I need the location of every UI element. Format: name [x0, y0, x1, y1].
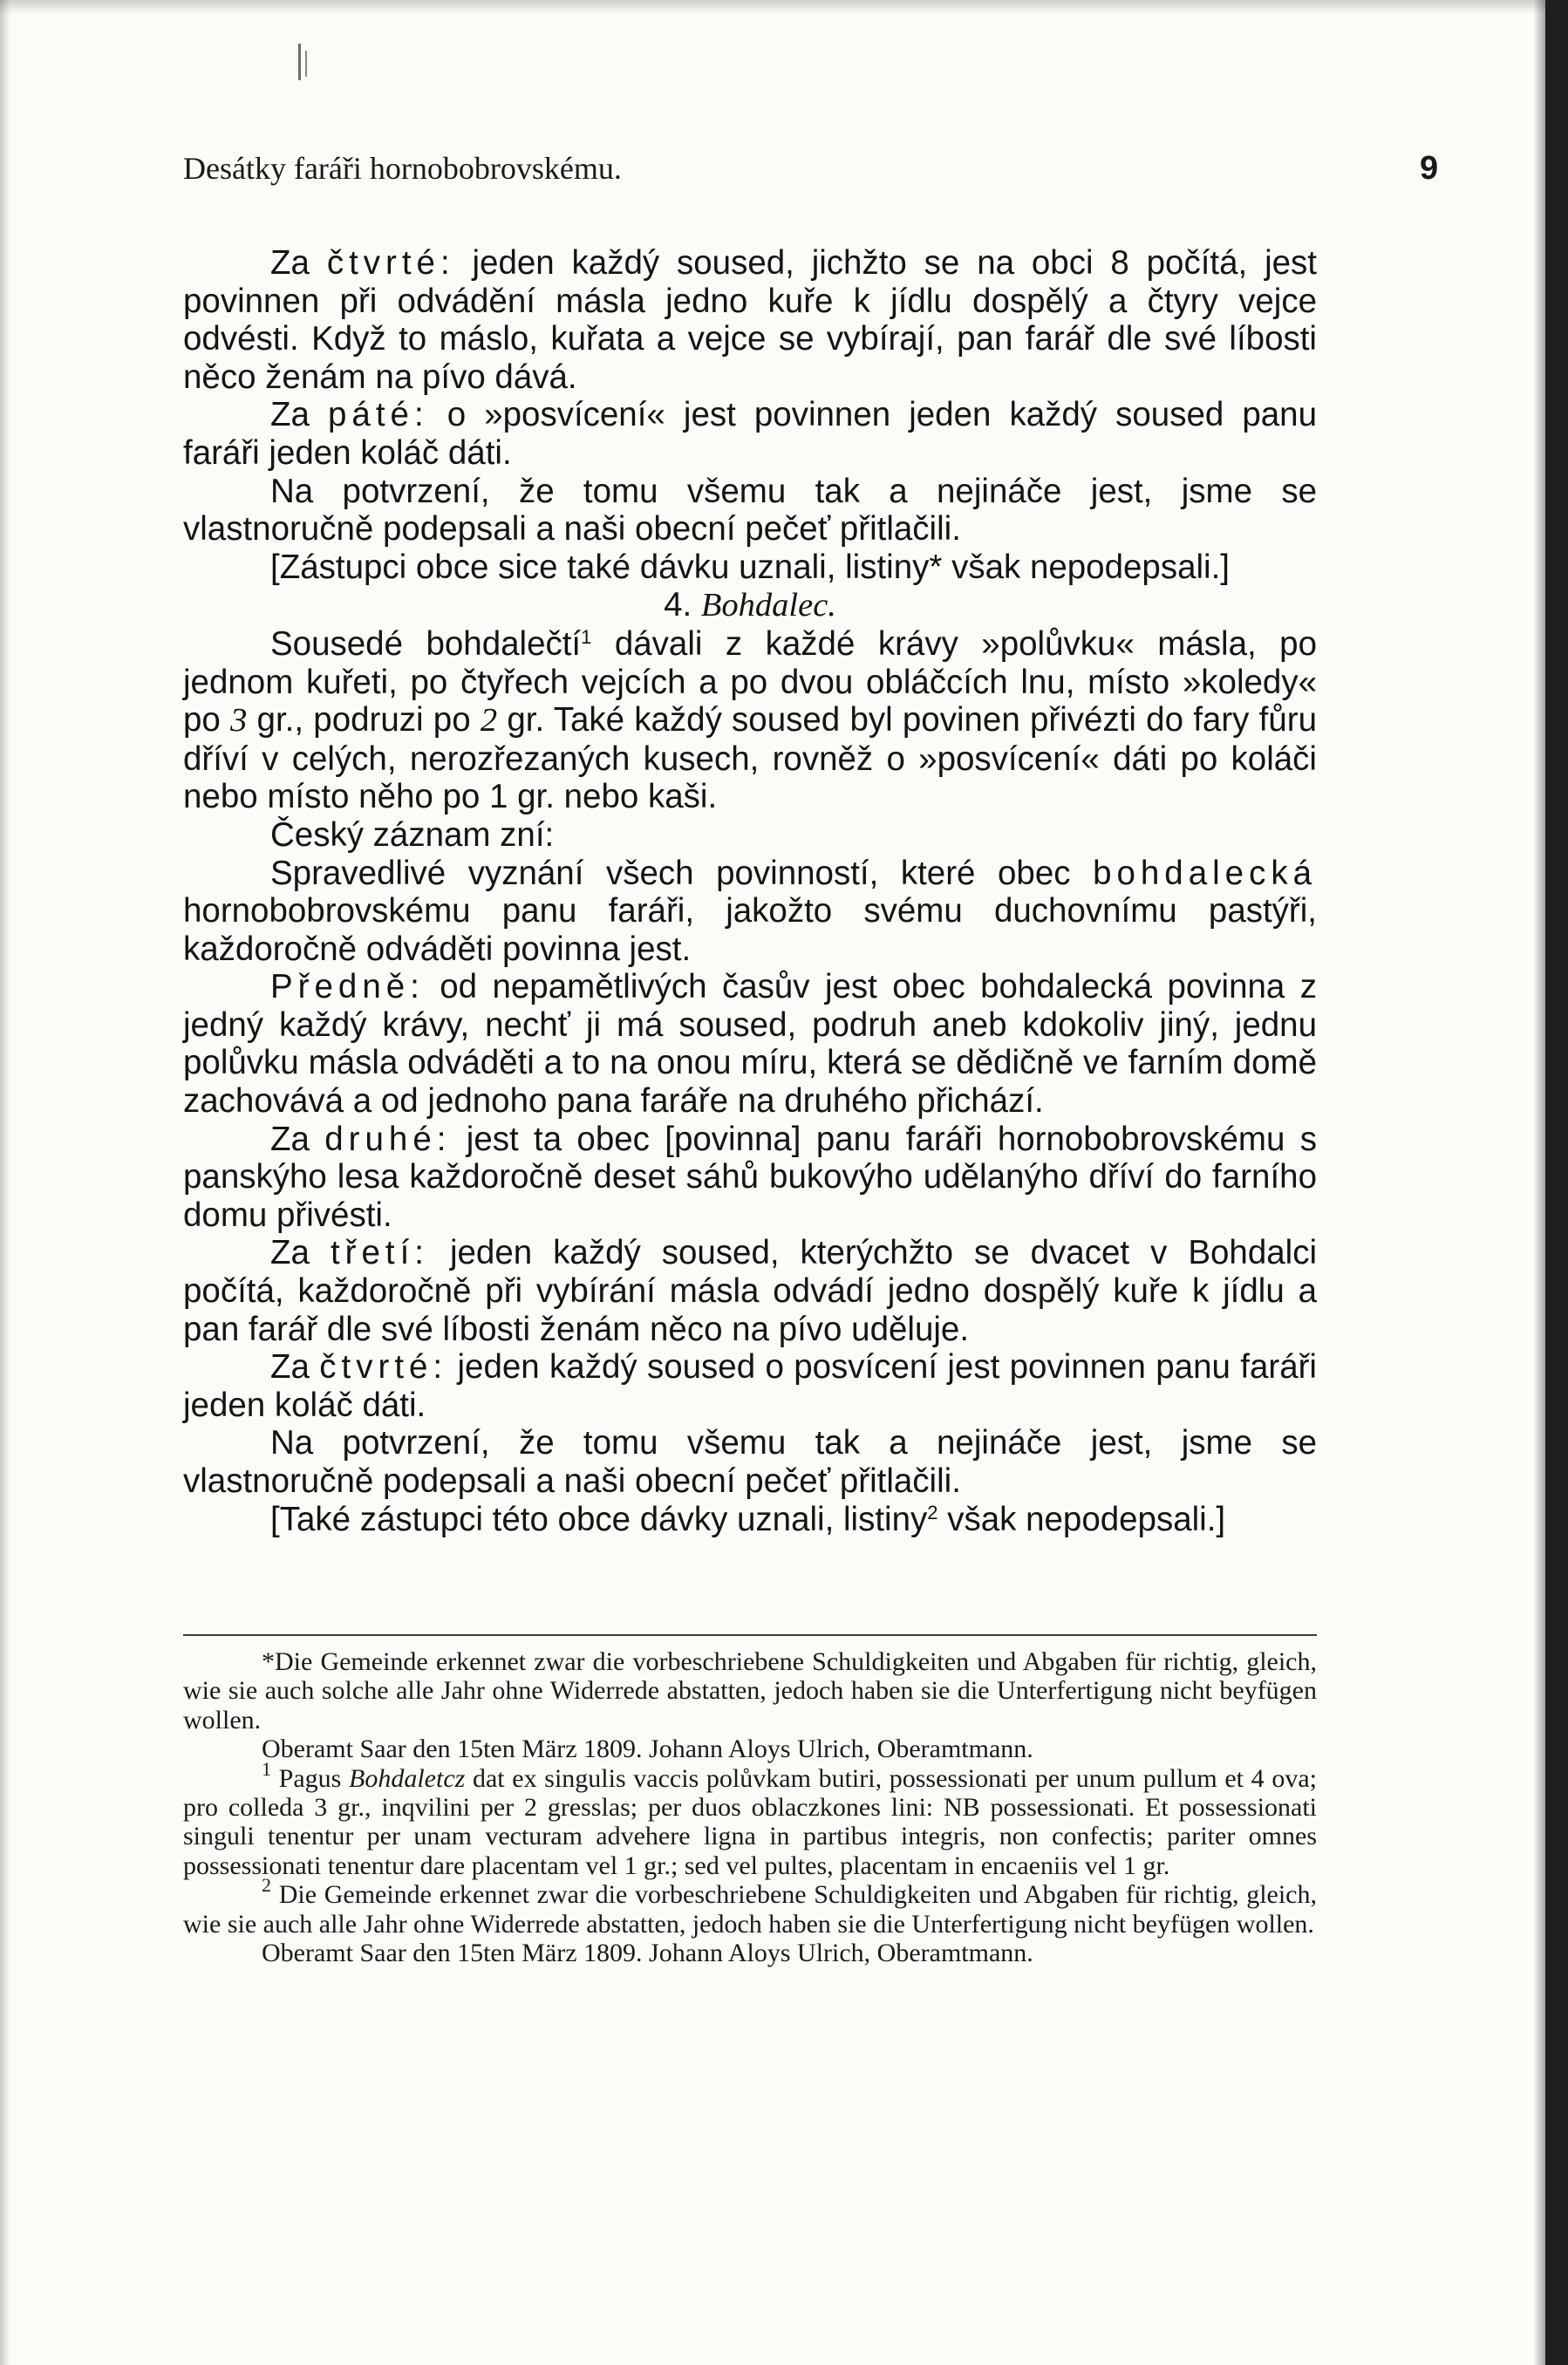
scan-right-edge — [1545, 0, 1568, 2365]
footnote-number: 1 — [262, 1757, 271, 1780]
paragraph-text: však nepodepsali.] — [937, 1500, 1226, 1538]
footnote-text: Die Gemeinde erkennet zwar die vorbeschriebene Schuldigkeiten und Abgaben für richtig, gleich, wie sie auch solche alle Jahr ohne Widerrede abstatten, jedoch haben sie die Unterfertigung nicht beyfügen wollen. — [183, 1647, 1317, 1735]
paragraph-lead: Za — [270, 1120, 310, 1158]
paragraph: Na potvrzení, že tomu všemu tak a nejináče jest, jsme se vlastnoručně podepsali a naši obecní pečeť přitlačili. — [183, 472, 1317, 549]
paragraph — [183, 1121, 1317, 1235]
paragraph — [183, 1501, 1317, 1539]
spaced-heading: třetí: — [330, 1234, 429, 1272]
footnotes — [183, 1647, 1317, 1967]
spaced-heading: čtvrté: — [326, 244, 455, 282]
paragraph — [183, 968, 1317, 1120]
footnote: Oberamt Saar den 15ten März 1809. Johann Aloys Ulrich, Oberamtmann. — [262, 1735, 1033, 1764]
paragraph — [183, 244, 1317, 396]
section-number: 4. — [664, 586, 692, 624]
italic-number: 3 — [230, 702, 248, 739]
paragraph-text: gr. Také každý soused byl povinen přivézti do fary fůru dříví v celých, nerozřezaných kusech, rovněž o »posvícení« dáti po koláči nebo místo něho po 1 gr. nebo kaši. — [183, 701, 1317, 816]
spaced-word: bohdalecká — [1093, 854, 1317, 892]
paragraph-text: jeden každý soused o posvícení jest povinnen panu faráři jeden koláč dáti. — [183, 1348, 1317, 1424]
paragraph-text: hornobobrovskému panu faráři, jakožto svému duchovnímu pastýři, každoročně odváděti povinna jest. — [183, 892, 1317, 968]
footnote-text: Die Gemeinde erkennet zwar die vorbeschriebene Schuldigkeiten und Abgaben für richtig, gleich, wie sie auch alle Jahr ohne Widerrede abstatten, jedoch haben sie die Unterfertigung nicht beyfügen wollen. — [183, 1880, 1317, 1939]
footnote-ref: 2 — [927, 1501, 938, 1523]
paragraph-lead: Za — [270, 1234, 310, 1272]
footnote-mark: * — [929, 548, 943, 586]
italic-number: 2 — [480, 702, 498, 739]
paragraph-text: gr., podruzi po — [247, 701, 481, 739]
paragraph — [183, 1348, 1317, 1424]
paragraph — [183, 396, 1317, 472]
paragraph-text: jest ta obec [povinna] panu faráři hornobobrovskému s panskýho lesa každoročně deset sáhů bukovýho udělanýho dříví do farního domu přivésti. — [183, 1120, 1317, 1234]
spaced-heading: páté: — [328, 396, 429, 434]
paragraph-text: jeden každý soused, kterýchžto se dvacet v Bohdalci počítá, každoročně při vybírání másla odvádí jedno dospělý kuře k jídlu a pan farář dle své líbosti ženám něco na pívo uděluje. — [183, 1234, 1317, 1348]
paragraph: Na potvrzení, že tomu všemu tak a nejináče jest, jsme se vlastnoručně podepsali a naši obecní pečeť přitlačili. — [183, 1424, 1317, 1500]
footnote-text: dat ex singulis vaccis polůvkam butiri, possessionati per unum pullum et 4 ova; pro colleda 3 gr., inqvilini per 2 gresslas; per duos oblaczkones lini: NB possessionati. Et possessionati singuli tenentur per unam vecturam advehere ligna in partibus integris, non confectis; pariter omnes possessionati tenentur dare placentam vel 1 gr.; sed vel pultes, placentam in encaeniis vel 1 gr. — [183, 1763, 1317, 1880]
paragraph — [183, 625, 1317, 816]
paragraph — [183, 1234, 1317, 1348]
section-title: Bohdalec. — [700, 587, 836, 624]
paragraph-text: jeden každý soused, jichžto se na obci 8 počítá, jest povinnen při odvádění másla jedno kuře k jídlu dospělý a čtyry vejce odvésti. Když to máslo, kuřata a vejce se vybírají, pan farář dle své líbosti něco ženám na pívo dává. — [183, 244, 1317, 396]
footnote-mark: * — [262, 1647, 275, 1676]
footnote-text: Pagus — [271, 1763, 350, 1793]
scan-right-shadow — [1533, 0, 1545, 2365]
scan-mark — [298, 44, 301, 80]
paragraph-text: Sousedé bohdalečtí — [270, 624, 582, 663]
footnote-number: 2 — [262, 1874, 271, 1897]
paragraph — [183, 549, 1317, 587]
paragraph-text: od nepamětlivých časův jest obec bohdalecká povinna z jedný každý krávy, nechť ji má soused, podruh aneb kdokoliv jiný, jednu polůvku másla odváděti a to na onou míru, která se dědičně ve farním domě zachovává a od jednoho pana faráře na druhého přichází. — [183, 968, 1317, 1121]
paragraph-lead: Za — [270, 244, 310, 282]
footnote — [183, 1757, 1317, 1881]
spaced-heading: Předně: — [270, 968, 425, 1006]
running-header — [183, 150, 1439, 202]
paragraph-text: dávali z každé krávy »polůvku« másla, po jednom kuřeti, po čtyřech vejcích a po dvou obláčcích lnu, místo »koledy« po — [183, 624, 1317, 739]
paragraph-text: [Zástupci obce sice také dávku uznali, listiny — [270, 548, 930, 586]
header-title: Desátky faráři hornobobrovskému. — [183, 151, 622, 186]
spaced-heading: čtvrté: — [319, 1348, 448, 1387]
paragraph-text: Spravedlivé vyznání všech povinností, které obec — [270, 854, 1094, 892]
footnote — [183, 1874, 1317, 1939]
paragraph-lead: Za — [270, 396, 310, 434]
page-number: 9 — [1420, 150, 1439, 187]
paragraph-text: [Také zástupci této obce dávky uznali, listiny — [270, 1500, 928, 1538]
footnote: Oberamt Saar den 15ten März 1809. Johann Aloys Ulrich, Oberamtmann. — [262, 1939, 1033, 1968]
footnote-ref: 1 — [581, 625, 592, 648]
spaced-heading: druhé: — [324, 1120, 452, 1158]
footnote-divider — [183, 1634, 1317, 1636]
section-heading — [183, 586, 1317, 625]
paragraph — [183, 855, 1317, 969]
main-text — [183, 244, 1317, 1538]
footnote-italic: Bohdaletcz — [349, 1763, 466, 1793]
scan-left-shadow — [0, 0, 10, 2365]
paragraph-lead: Za — [270, 1348, 310, 1387]
paragraph-text: o »posvícení« jest povinnen jeden každý soused panu faráři jeden koláč dáti. — [183, 396, 1317, 472]
scan-top-shadow — [0, 0, 1568, 14]
paragraph-text: však nepodepsali.] — [942, 548, 1230, 586]
footnote — [183, 1647, 1317, 1735]
paragraph: Český záznam zní: — [270, 815, 555, 854]
scan-mark — [305, 51, 307, 77]
